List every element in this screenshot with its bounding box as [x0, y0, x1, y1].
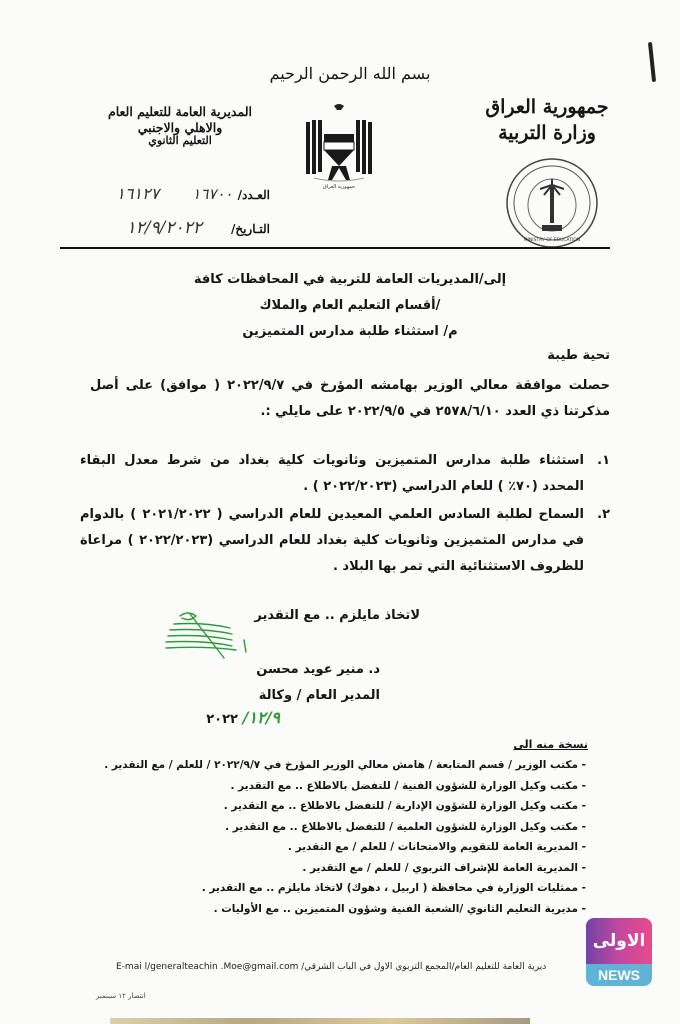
- footer-contact: [116, 962, 546, 972]
- decision-item: [80, 502, 610, 580]
- copy-recipient: - المديرية العامة للتقويم والامتحانات / للعلم / مع التقدير .: [287, 841, 586, 853]
- iraq-emblem-icon: [302, 100, 376, 190]
- page-number-mark: [648, 42, 656, 82]
- ministry-name: وزارة التربية: [498, 122, 596, 144]
- item-number: ١.: [597, 453, 610, 468]
- publish-date: انتصار ١٢ سبتمبر: [96, 992, 146, 1000]
- date-row: [40, 218, 270, 248]
- emblem-caption: جمهورية العراق: [322, 184, 356, 190]
- directorate-line-3: التعليم الثانوي: [148, 134, 212, 147]
- item-text: السماح لطلبة السادس العلمي المعيدين للعام الدراسي ( ٢٠٢١/٢٠٢٢ ) بالدوام في مدارس المتميزين وثانويات كلية بغداد للعام الدراسي (٢٠٢٢/٢٠٢٣ ) مراعاة للظروف الاستثنائية التي تمر بها البلاد .: [80, 507, 584, 574]
- directorate-block: [90, 104, 270, 146]
- ministry-seal-icon: [504, 155, 600, 251]
- greeting: تحية طيبة: [547, 348, 610, 363]
- recipient-line-2: /أقسام التعليم العام والملاك: [259, 298, 441, 313]
- number-handwritten: ١٦١٢٧: [116, 184, 160, 203]
- recipient-line: إلى/المديريات العامة للتربية في المحافظات كافة: [193, 272, 507, 287]
- number-label: العـدد/: [237, 188, 270, 202]
- body-paragraph: حصلت موافقة معالي الوزير بهامشه المؤرخ في ٢٠٢٢/٩/٧ ( موافق) على أصل مذكرتنا ذي العدد ٢٥٧٨/٦/١٠ في ٢٠٢٢/٩/٥ على مايلي :.: [90, 378, 610, 419]
- copy-recipient: - ممثليات الوزارة في محافظة ( اربيل ، دهوك) لاتخاذ مايلزم .. مع التقدير .: [201, 882, 586, 894]
- date-label: التـاريخ/: [230, 222, 270, 236]
- copy-recipient: - مكتب وكيل الوزارة للشؤون الفنية / للتفضل بالاطلاع .. مع التقدير .: [230, 779, 586, 792]
- item-number: ٢.: [597, 507, 610, 522]
- issuer-block: [472, 94, 622, 146]
- copy-recipient: - مكتب وكيل الوزارة للشؤون الإدارية / للتفضل بالاطلاع .. مع التقدير .: [223, 800, 586, 812]
- closing-line: لاتخاذ مايلزم .. مع التقدير: [254, 608, 420, 623]
- signer-name: د. منير عويد محسن: [256, 662, 380, 677]
- copy-recipient: - مكتب الوزير / قسم المتابعة / هامش معالي الوزير المؤرخ في ٢٠٢٢/٩/٧ / للعلم / مع التقدير .: [104, 759, 586, 771]
- logo-tagline: NEWS: [586, 964, 652, 986]
- signer-title: المدير العام / وكالة: [258, 688, 380, 703]
- decision-item: [80, 448, 610, 500]
- footer-email: E-mai l/generalteachin .Moe@gmail.com: [116, 962, 299, 972]
- logo-name: الاولى: [586, 918, 652, 964]
- copy-recipient: - مكتب وكيل الوزارة للشؤون العلمية / للتفضل بالاطلاع .. مع التقدير .: [225, 820, 586, 833]
- date-handwritten: ١٢/٩/٢٠٢٢: [126, 218, 202, 238]
- header-divider: [60, 247, 610, 249]
- signature-date: [180, 708, 280, 727]
- bottom-image-strip: [110, 1018, 530, 1024]
- directorate-line-2: والاهلي والاجنبي: [137, 120, 223, 135]
- decision-list: [80, 448, 610, 582]
- copies-list: [6, 755, 586, 919]
- seal-text: MINISTRY OF EDUCATION: [523, 238, 581, 243]
- number-value: ١٦٧٠٠: [192, 185, 233, 203]
- footer-address: ديرية العامة للتعليم العام/المجمع التربوي الاول في الباب الشرقي/: [301, 962, 547, 972]
- copy-recipient: - مديرية التعليم الثانوي /الشعبة الفنية وشؤون المتميزين .. مع الأوليات .: [213, 902, 586, 915]
- item-text: استثناء طلبة مدارس المتميزين وثانويات كلية بغداد من شرط معدل البقاء المحدد (٧٠٪ ) للعام الدراسي (٢٠٢٢/٢٠٢٣ ) .: [80, 453, 584, 494]
- country-name: جمهورية العراق: [485, 96, 609, 118]
- handwritten-signature-icon: [160, 610, 260, 660]
- copy-recipient: - المديرية العامة للإشراف التربوي / للعلم / مع التقدير .: [302, 861, 586, 874]
- news-logo: [586, 918, 652, 986]
- reference-number-row: [40, 184, 270, 208]
- basmala: بسم الله الرحمن الرحيم: [269, 64, 431, 83]
- signature-date-year: ٢٠٢٢: [206, 712, 238, 727]
- copies-title: نسخة منه الى: [513, 738, 588, 751]
- directorate-line-1: المديرية العامة للتعليم العام: [107, 104, 253, 119]
- signature-date-handwritten: ١٢/٩/: [242, 708, 280, 727]
- subject-line: م/ استثناء طلبة مدارس المتميزين: [242, 324, 458, 339]
